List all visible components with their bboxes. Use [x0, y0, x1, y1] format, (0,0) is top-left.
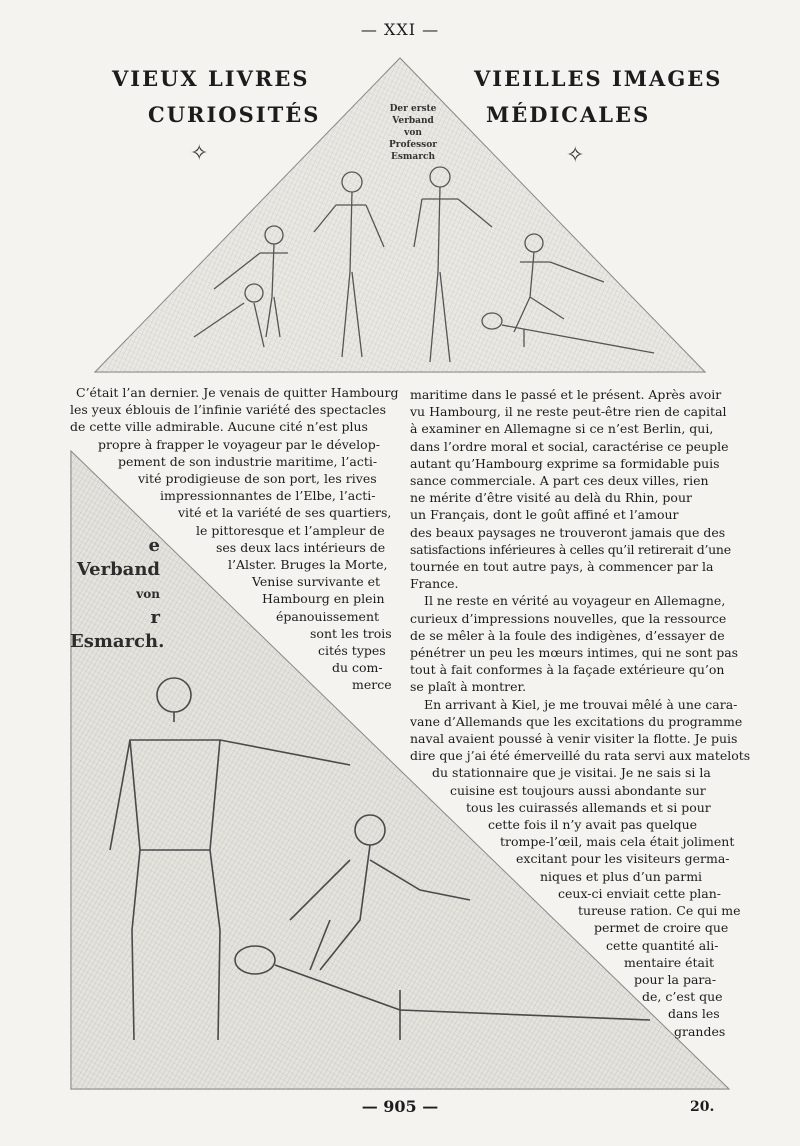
text-line: l’Alster. Bruges la Morte, — [228, 557, 388, 573]
text-line: de, c’est que — [642, 989, 723, 1005]
text-line: vu Hambourg, il ne reste peut-être rien de capital — [410, 404, 727, 420]
figure-bandaged-arm — [214, 226, 288, 337]
text-line: sont les trois — [310, 625, 392, 641]
text-line: Il ne reste en vérité au voyageur en Allemagne, — [424, 593, 726, 609]
text-line: tout à fait conformes à la façade extérieure qu’on — [410, 662, 725, 678]
text-line: permet de croire que — [594, 920, 729, 936]
text-line: grandes — [674, 1023, 726, 1039]
sparkle-right-icon: ✧ — [566, 143, 585, 168]
text-line: du com- — [332, 660, 383, 676]
text-line: vane d’Allemands que les excitations du programme — [410, 713, 743, 729]
text-line: cette fois il n’y avait pas quelque — [488, 817, 698, 833]
right-column-text — [410, 386, 751, 1040]
caption-line: von — [136, 587, 160, 601]
text-line: impressionnantes de l’Elbe, l’acti- — [160, 488, 376, 504]
text-line: dans les — [668, 1006, 720, 1022]
figure-standing-bandaged — [110, 678, 350, 1040]
heading-vieux-livres: VIEUX LIVRES — [112, 66, 310, 91]
text-line: pement de son industrie maritime, l’acti- — [118, 453, 378, 469]
text-line: naval avaient poussé à venir visiter la flotte. Je puis — [410, 731, 738, 747]
heading-vieilles-images: VIEILLES IMAGES — [474, 66, 723, 91]
text-line: maritime dans le passé et le présent. Après avoir — [410, 387, 722, 402]
signature-mark: 20. — [690, 1099, 715, 1115]
figure-lying — [482, 313, 654, 353]
text-line: pour la para- — [634, 971, 717, 987]
text-line: satisfactions inférieures à celles qu’il retirerait d’une — [410, 541, 731, 557]
figure-head-bandage — [414, 167, 492, 362]
text-line: ses deux lacs intérieurs de — [216, 539, 386, 555]
text-line: Venise survivante et — [252, 574, 380, 590]
text-line: à examiner en Allemagne si ce n’est Berlin, qui, — [410, 421, 714, 437]
text-line: propre à frapper le voyageur par le dévelop- — [98, 436, 380, 452]
text-line: pénétrer un peu les mœurs intimes, qui ne sont pas — [410, 645, 739, 661]
text-line: cette quantité ali- — [606, 937, 719, 953]
caption-line: Professor Esmarch — [389, 140, 437, 162]
text-line: tournée en tout autre pays, à commencer par la — [410, 559, 714, 575]
text-line: tureuse ration. Ce qui me — [578, 903, 741, 919]
text-line: dans l’ordre moral et social, caractérise ce peuple — [410, 438, 729, 454]
text-line: En arrivant à Kiel, je me trouvai mêlé à une cara- — [424, 696, 738, 712]
text-line: de se mêler à la foule des indigènes, d’essayer de — [410, 627, 725, 643]
figure-kneeling — [514, 234, 604, 332]
caption-line: Der erste Verband — [389, 104, 437, 126]
page-number: — 905 — — [361, 1097, 439, 1116]
text-line: épanouissement — [276, 608, 380, 624]
text-line: vité prodigieuse de son port, les rives — [138, 471, 377, 487]
text-line: du stationnaire que je visitai. Je ne sais si la — [432, 765, 711, 781]
caption-line: e Verband — [76, 535, 160, 580]
text-line: tous les cuirassés allemands et si pour — [466, 799, 711, 815]
heading-curiosites: CURIOSITÉS — [148, 102, 321, 127]
text-line: ceux-ci enviait cette plan- — [558, 885, 721, 901]
text-line: Hambourg en plein — [262, 591, 385, 607]
figure-seated-left — [194, 284, 264, 347]
text-line: ne mérite d’être visité au delà du Rhin, pour — [410, 490, 692, 506]
text-line: excitant pour les visiteurs germa- — [516, 851, 730, 867]
text-line: un Français, dont le goût affiné et l’amour — [410, 507, 679, 523]
text-line: merce — [352, 677, 392, 693]
text-line: C’était l’an dernier. Je venais de quitter Hambourg — [76, 385, 399, 400]
text-line: cités types — [318, 643, 386, 659]
left-column-text — [70, 384, 400, 694]
sparkle-left-icon: ✧ — [190, 141, 209, 166]
page-marker: — XXI — — [360, 20, 440, 39]
text-line: des beaux paysages ne trouveront jamais que des — [410, 524, 726, 540]
text-line: mentaire était — [624, 954, 715, 970]
text-line: sance commerciale. A part ces deux villes, rien — [410, 473, 709, 489]
heading-medicales: MÉDICALES — [486, 102, 651, 127]
caption-line: von — [404, 128, 422, 138]
caption-line: r Esmarch. — [70, 607, 165, 652]
figure-sling — [314, 172, 384, 357]
text-line: autant qu’Hambourg exprime sa formidable puis — [410, 455, 720, 471]
text-line: niques et plus d’un parmi — [540, 868, 703, 884]
text-line: se plaît à montrer. — [410, 679, 527, 695]
engraving-top-caption — [368, 103, 458, 163]
text-line: cuisine est toujours aussi abondante sur — [450, 782, 706, 798]
text-line: le pittoresque et l’ampleur de — [196, 522, 385, 538]
text-line: dire que j’ai été émerveillé du rata servi aux matelots — [410, 748, 751, 764]
text-line: vité et la variété de ses quartiers, — [178, 505, 392, 521]
text-line: France. — [410, 576, 459, 592]
text-line: curieux d’impressions nouvelles, que la ressource — [410, 610, 727, 626]
text-line: les yeux éblouis de l’infinie variété des spectacles — [70, 402, 386, 418]
text-line: de cette ville admirable. Aucune cité n’est plus — [70, 419, 368, 435]
text-line: trompe-l’œil, mais cela était joliment — [500, 834, 735, 850]
